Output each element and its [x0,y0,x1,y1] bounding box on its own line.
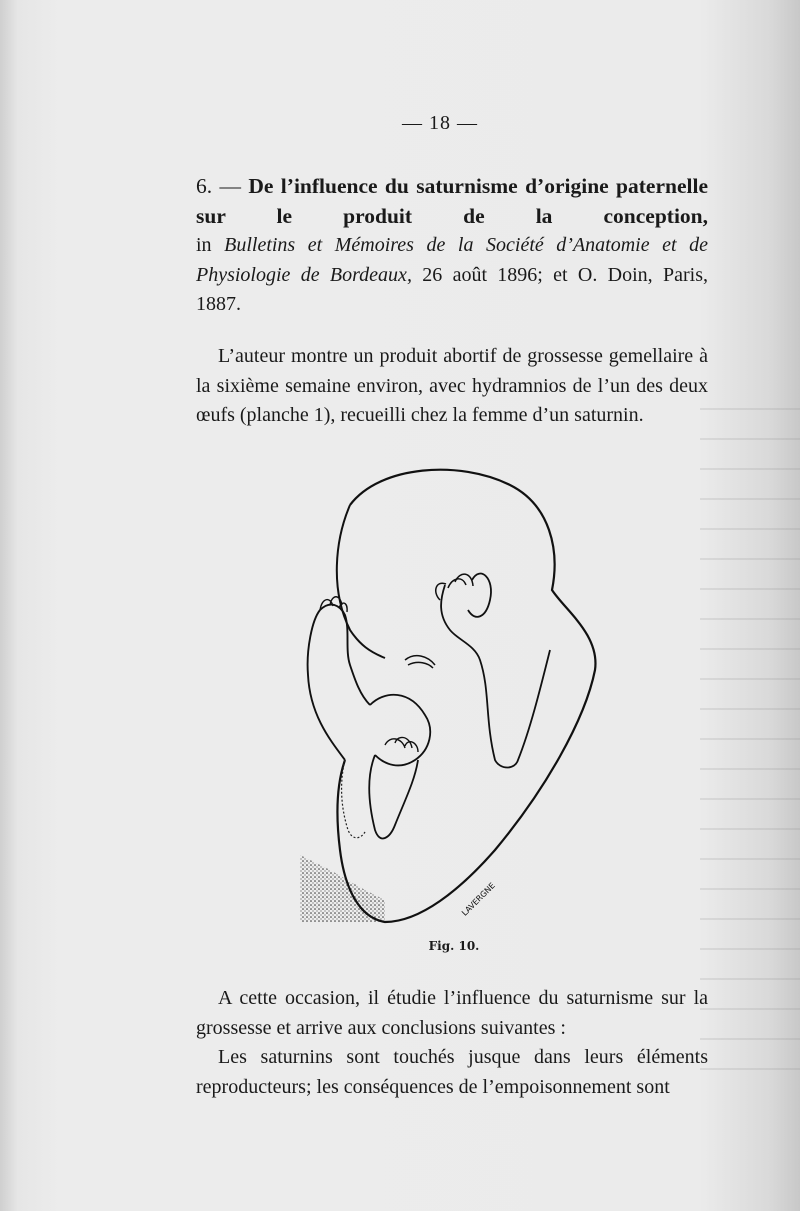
paragraph-description [196,342,708,431]
body-outline [338,470,596,922]
thigh-outline [370,695,430,766]
paragraph-3: Les saturnins sont touchés jusque dans leurs éléments reproducteurs; les conséquences de l’empoisonnement sont [196,1046,708,1098]
paragraph-2: A cette occasion, il étudie l’influence du saturnisme sur la grossesse et arrive aux conclusions suivantes : [196,987,708,1039]
bibliography-entry [196,172,708,320]
citation-prefix: in [196,234,212,256]
eye-outline [405,656,435,668]
arm-outline [441,585,550,768]
citation-journal: Bulletins et Mémoires de la Société d’Anatomie et de Physiologie de Bordeaux, [196,234,709,286]
lower-leg-outline [369,755,418,838]
entry-title-line [196,172,708,231]
paragraph-1: L’auteur montre un produit abortif de grossesse gemellaire à la sixième semaine environ, avec hydramnios de l’un des deux œufs (planche 1), recueilli chez la femme d’un saturnin. [196,345,708,426]
entry-citation [196,231,708,320]
head-curve [337,505,385,658]
show-through-shadow [700,380,800,1080]
citation-details: 26 août 1896; et O. Doin, Paris, 1887. [196,263,708,315]
paragraph-conclusions [196,984,708,1102]
knee-shading [342,760,365,838]
upper-foot-outline [308,605,370,760]
figure-caption: Fig. 10. [428,939,480,953]
entry-title: De l’influence du saturnisme d’origine paternelle sur le produit de la conception, [196,174,709,228]
lower-toes [385,737,418,752]
page-number: — 18 — [402,112,478,134]
artist-signature: LAVERGNE [460,880,497,918]
fetus-illustration [290,460,610,935]
entry-number: 6. — [196,174,241,198]
